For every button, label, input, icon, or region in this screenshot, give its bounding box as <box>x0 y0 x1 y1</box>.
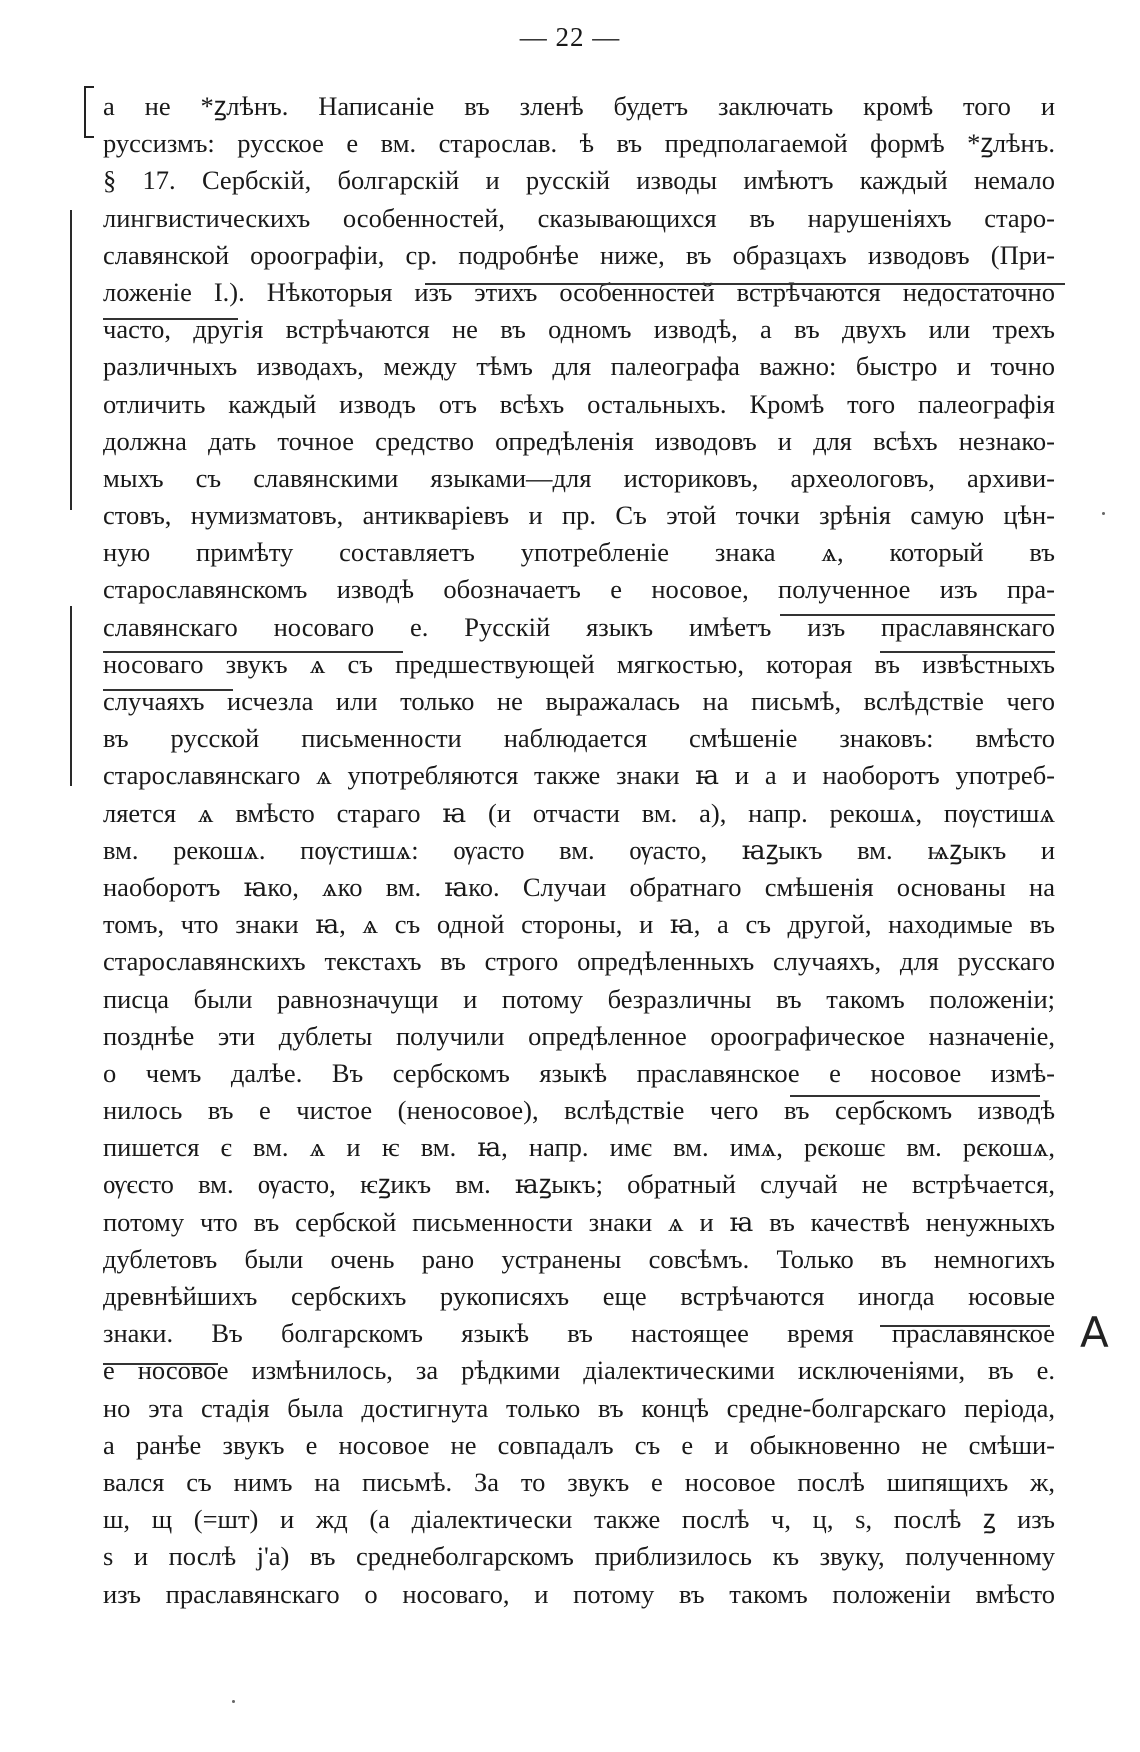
margin-note: A <box>1080 1308 1109 1357</box>
text-line: ложеніе I.). Нѣкоторыя изъ этихъ особенностей встрѣчаются недостаточно <box>103 276 1055 307</box>
text-line: но эта стадія была достигнута только въ концѣ средне-болгарскаго періода, <box>103 1392 1055 1423</box>
text-line: вм. рекошѧ. пѹстишѧ: ѹасто вм. ѹасто, ꙗꙁыкъ вм. ѩꙁыкъ и <box>103 834 1055 865</box>
text-line: отличить каждый изводъ отъ всѣхъ остальныхъ. Кромѣ того палеографія <box>103 388 1055 419</box>
strike-scribble <box>103 1363 218 1365</box>
text-line: а ранѣе звукъ е носовое не совпадалъ съ е и обыкновенно не смѣши- <box>103 1429 1055 1460</box>
page-number: — 22 — <box>519 22 621 52</box>
speck <box>232 1700 235 1703</box>
text-line: о чемъ далѣе. Въ сербскомъ языкѣ праславянское е носовое измѣ- <box>103 1057 1055 1088</box>
text-line: древнѣйшихъ сербскихъ рукописяхъ еще встрѣчаются иногда юсовые <box>103 1281 1055 1311</box>
strike-scribble <box>880 1325 1050 1327</box>
strike-scribble <box>103 689 233 691</box>
text-line: ѕ и послѣ j'а) въ среднеболгарскомъ приблизилось къ звуку, полученному <box>103 1541 1055 1572</box>
margin-bracket <box>84 86 94 138</box>
text-block <box>103 88 1055 1613</box>
text-line: мыхъ съ славянскими языками—для историковъ, археологовъ, архиви- <box>103 462 1055 493</box>
margin-rule <box>70 606 72 786</box>
text-line: старославянскаго ѧ употребляются также знаки ꙗ и а и наоборотъ употреб- <box>103 760 1055 791</box>
text-line: ляется ѧ вмѣсто стараго ꙗ (и отчасти вм. а), напр. рекошѧ, пѹстишѧ <box>103 797 1055 828</box>
text-line: славянской ороографіи, ср. подробнѣе ниже, въ образцахъ изводовъ (При- <box>103 239 1055 270</box>
text-line: славянскаго носоваго е. Русскій языкъ имѣетъ изъ праславянскаго <box>103 611 1055 642</box>
text-line: ш, щ (=шт) и жд (а діалектически также послѣ ч, ц, ѕ, послѣ ꙁ изъ <box>103 1504 1055 1535</box>
margin-rule <box>70 210 72 510</box>
text-line: различныхъ изводахъ, между тѣмъ для палеографа важно: быстро и точно <box>103 351 1055 382</box>
text-line: знаки. Въ болгарскомъ языкѣ въ настоящее время праславянское <box>103 1318 1055 1349</box>
text-line: старославянскихъ текстахъ въ строго опредѣленныхъ случаяхъ, для русскаго <box>103 946 1055 977</box>
strike-scribble <box>790 1095 1040 1097</box>
text-line: нилось въ е чистое (неносовое), вслѣдствіе чего въ сербскомъ изводѣ <box>103 1095 1055 1126</box>
text-line: вался съ нимъ на письмѣ. За то звукъ е носовое послѣ шипящихъ ж, <box>103 1466 1055 1497</box>
text-line: ную примѣту составляетъ употребленіе знака ѧ, который въ <box>103 537 1055 568</box>
text-line: должна дать точное средство опредѣленія изводовъ и для всѣхъ незнако- <box>103 425 1055 456</box>
text-line: наоборотъ ꙗко, ѧко вм. ꙗко. Случаи обратнаго смѣшенія основаны на <box>103 871 1055 902</box>
text-line: позднѣе эти дублеты получили опредѣленное ороографическое назначеніе, <box>103 1020 1055 1051</box>
text-line: случаяхъ исчезла или только не выражалась на письмѣ, вслѣдствіе чего <box>103 686 1055 716</box>
text-line: ѹєсто вм. ѹасто, ѥꙁикъ вм. ꙗꙁыкъ; обратный случай не встрѣчается, <box>103 1169 1055 1200</box>
text-line: носоваго звукъ ѧ съ предшествующей мягкостью, которая въ извѣстныхъ <box>103 648 1055 679</box>
text-line: часто, другія встрѣчаются не въ одномъ изводѣ, а въ двухъ или трехъ <box>103 314 1055 345</box>
text-line: § 17. Сербскій, болгарскій и русскій изводы имѣютъ каждый немало <box>103 165 1055 196</box>
text-line: томъ, что знаки ꙗ, ѧ съ одной стороны, и ꙗ, а съ другой, находимые въ <box>103 909 1055 940</box>
text-line: потому что въ сербской письменности знаки ѧ и ꙗ въ качествѣ ненужныхъ <box>103 1206 1055 1237</box>
text-line: старославянскомъ изводѣ обозначаетъ е носовое, полученное изъ пра- <box>103 574 1055 605</box>
strike-scribble <box>103 318 238 320</box>
text-line: въ русской письменности наблюдается смѣшеніе знаковъ: вмѣсто <box>103 723 1055 754</box>
text-line: стовъ, нумизматовъ, антикваріевъ и пр. Съ этой точки зрѣнія самую цѣн- <box>103 500 1055 531</box>
strike-scribble <box>880 651 1055 653</box>
text-line: е носовое измѣнилось, за рѣдкими діалектическими исключеніями, въ е. <box>103 1355 1055 1386</box>
text-line: дублетовъ были очень рано устранены совсѣмъ. Только въ немногихъ <box>103 1243 1055 1274</box>
text-line: пишется є вм. ѧ и ѥ вм. ꙗ, напр. имє вм. имѧ, рєкошє вм. рєкошѧ, <box>103 1132 1055 1163</box>
text-line: лингвистическихъ особенностей, сказывающихся въ нарушеніяхъ старо- <box>103 202 1055 233</box>
text-line: руссизмъ: русское е вм. старослав. ѣ въ предполагаемой формѣ *ꙁлѣнъ. <box>103 128 1055 159</box>
strike-scribble <box>103 651 403 653</box>
text-line: писца были равнозначущи и потому безразличны въ такомъ положеніи; <box>103 983 1055 1014</box>
strike-scribble <box>780 614 1055 616</box>
speck <box>1102 512 1105 515</box>
text-line: а не *ꙁлѣнъ. Написаніе въ зленѣ будетъ заключать кромѣ того и <box>103 91 1055 121</box>
text-line: изъ праславянскаго о носоваго, и потому въ такомъ положеніи вмѣсто <box>103 1578 1055 1609</box>
strike-scribble <box>425 283 1065 285</box>
